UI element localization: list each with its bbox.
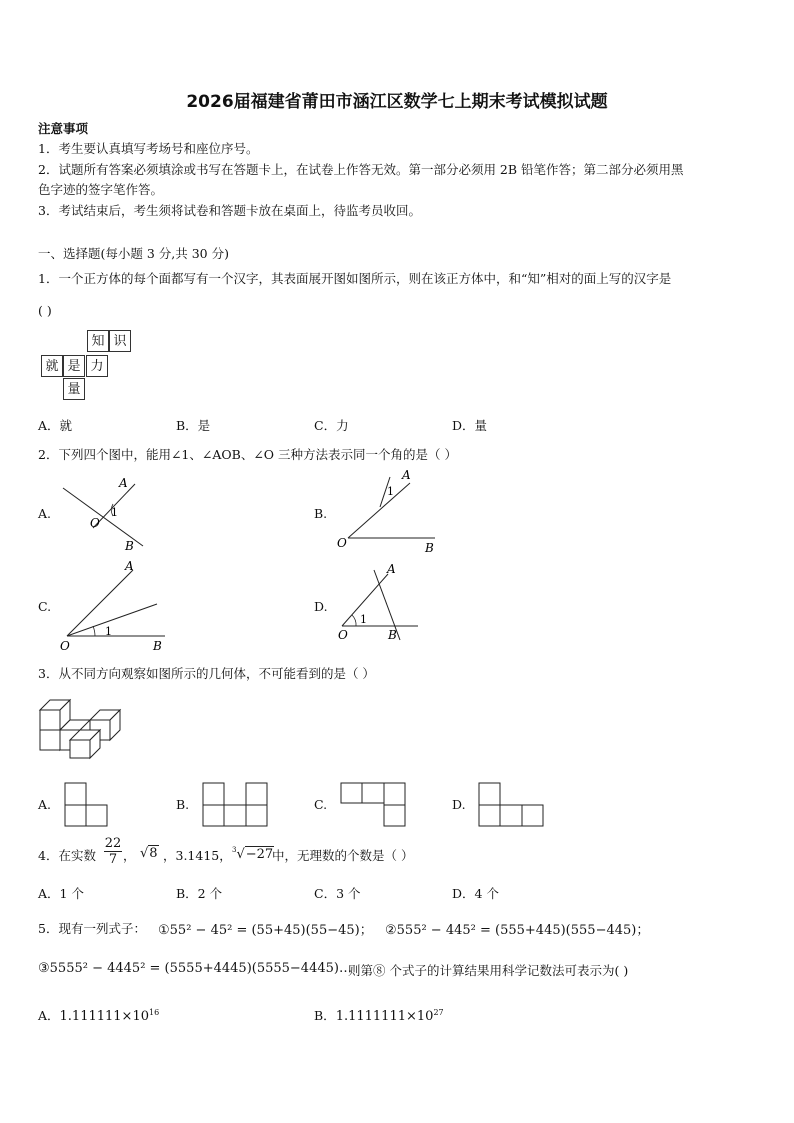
q5-expr-1: ①55² − 45² = (55+45)(55−45)； bbox=[158, 923, 373, 938]
q2d-angle: 1 bbox=[360, 613, 367, 626]
q5-expr-3: ③5555² − 4445² = (5555+4445)(5555−4445)… bbox=[38, 961, 352, 976]
q2b-point-b: B bbox=[425, 541, 434, 555]
q2c-point-a: A bbox=[125, 559, 134, 573]
q3-label-a: A. bbox=[38, 797, 52, 812]
q1-option-b: B．是 bbox=[176, 418, 211, 433]
q2a-point-a: A bbox=[119, 476, 128, 490]
q4-suffix: 中，无理数的个数是（ ） bbox=[272, 848, 414, 863]
cbrt-sign-icon: √ bbox=[236, 847, 245, 862]
q5-expr-2: ②555² − 445² = (555+445)(555−445)； bbox=[385, 923, 650, 938]
q3-view-c bbox=[340, 782, 410, 828]
net-cell-shi: 识 bbox=[109, 330, 131, 352]
q2-figure-b bbox=[330, 465, 450, 555]
sqrt-sign-icon: √ bbox=[140, 846, 149, 861]
notice-item-1: 1．考生要认真填写考场号和座位序号。 bbox=[38, 141, 259, 156]
net-cell-zhi: 知 bbox=[87, 330, 109, 352]
q4-sep1: ， bbox=[123, 848, 136, 863]
q1-bracket: ( ) bbox=[38, 303, 52, 318]
q4-sqrt bbox=[140, 846, 159, 861]
q2d-point-a: A bbox=[387, 562, 396, 576]
notice-heading: 注意事项 bbox=[38, 121, 89, 136]
q2c-point-o: O bbox=[60, 639, 70, 653]
q4-option-b: B．2 个 bbox=[176, 886, 223, 901]
net-cell-li: 力 bbox=[86, 355, 108, 377]
q2-label-a: A. bbox=[38, 506, 52, 521]
q4-sqrt-value: 8 bbox=[149, 846, 158, 861]
q2-figure-d bbox=[330, 560, 430, 645]
q1-option-a: A．就 bbox=[38, 418, 73, 433]
notice-item-2: 2．试题所有答案必须填涂或书写在答题卡上，在试卷上作答无效。第一部分必须用 2B 铅笔作答；第二部分必须用黑 bbox=[38, 162, 684, 177]
q3-text: 3．从不同方向观察如图所示的几何体，不可能看到的是（ ） bbox=[38, 666, 375, 681]
q2a-point-b: B bbox=[125, 539, 134, 553]
q2d-point-o: O bbox=[338, 628, 348, 642]
notice-item-2-cont: 色字迹的签字笔作答。 bbox=[38, 182, 164, 197]
q5-prefix: 5．现有一列式子： bbox=[38, 921, 146, 936]
q5-option-b-base: 1.1111111×10 bbox=[335, 1009, 434, 1024]
q2b-point-a: A bbox=[402, 468, 411, 482]
q4-cbrt: $^3$√−27 bbox=[232, 846, 274, 862]
q2b-point-o: O bbox=[337, 536, 347, 550]
q3-label-c: C. bbox=[314, 797, 328, 812]
q4-option-d: D．4 个 bbox=[452, 886, 499, 901]
q4-option-c: C．3 个 bbox=[314, 886, 361, 901]
q5-option-b-label: B． bbox=[314, 1008, 336, 1023]
q1-option-c: C．力 bbox=[314, 418, 349, 433]
q2-label-c: C. bbox=[38, 599, 52, 614]
q4-fraction bbox=[104, 836, 122, 867]
q5-option-a bbox=[38, 1006, 159, 1024]
q2c-angle: 1 bbox=[105, 625, 112, 638]
q5-option-a-label: A． bbox=[38, 1008, 60, 1023]
net-cell-shi2: 是 bbox=[63, 355, 85, 377]
q2-figure-c bbox=[55, 558, 175, 653]
q4-frac-den: 7 bbox=[108, 852, 118, 867]
net-cell-jiu: 就 bbox=[41, 355, 63, 377]
q3-view-d bbox=[478, 782, 548, 828]
q3-label-d: D. bbox=[452, 797, 466, 812]
q3-view-b bbox=[202, 782, 272, 828]
q3-label-b: B. bbox=[176, 797, 190, 812]
q2-label-d: D. bbox=[314, 599, 328, 614]
q2c-point-b: B bbox=[153, 639, 162, 653]
q4-option-a: A．1 个 bbox=[38, 886, 84, 901]
q4-prefix: 4．在实数 bbox=[38, 848, 96, 863]
cube-net bbox=[38, 330, 138, 405]
q3-solid bbox=[38, 698, 133, 760]
q2d-point-b: B bbox=[388, 628, 397, 642]
q1-option-d: D．量 bbox=[452, 418, 488, 433]
notice-item-3: 3．考试结束后，考生须将试卷和答题卡放在桌面上，待监考员收回。 bbox=[38, 203, 421, 218]
q5-question: 则第⑧ 个式子的计算结果用科学记数法可表示为( ) bbox=[348, 963, 629, 978]
q2-text: 2．下列四个图中，能用∠1、∠AOB、∠O 三种方法表示同一个角的是（ ） bbox=[38, 447, 457, 462]
net-cell-liang: 量 bbox=[63, 378, 85, 400]
q3-view-a bbox=[64, 782, 110, 828]
q2-label-b: B. bbox=[314, 506, 328, 521]
q5-option-b-exp: 27 bbox=[433, 1007, 444, 1017]
q5-option-a-base: 1.111111×10 bbox=[59, 1009, 149, 1024]
q2b-angle: 1 bbox=[387, 485, 394, 498]
section-heading: 一、选择题(每小题 3 分,共 30 分) bbox=[38, 246, 229, 261]
q4-frac-num: 22 bbox=[104, 836, 122, 851]
q4-sep2: ，3.1415， bbox=[163, 848, 232, 863]
q2-figure-a bbox=[55, 470, 155, 555]
q5-option-a-exp: 16 bbox=[149, 1007, 160, 1017]
q2a-angle: 1 bbox=[111, 506, 118, 519]
page-title: 2026届福建省莆田市涵江区数学七上期末考试模拟试题 bbox=[186, 92, 608, 112]
q4-cbrt-value: −27 bbox=[245, 847, 274, 862]
q5-option-b bbox=[314, 1006, 444, 1024]
q2a-point-o: O bbox=[90, 516, 100, 530]
q1-text: 1．一个正方体的每个面都写有一个汉字，其表面展开图如图所示，则在该正方体中，和“知”相对的面上写的汉字是 bbox=[38, 271, 672, 286]
